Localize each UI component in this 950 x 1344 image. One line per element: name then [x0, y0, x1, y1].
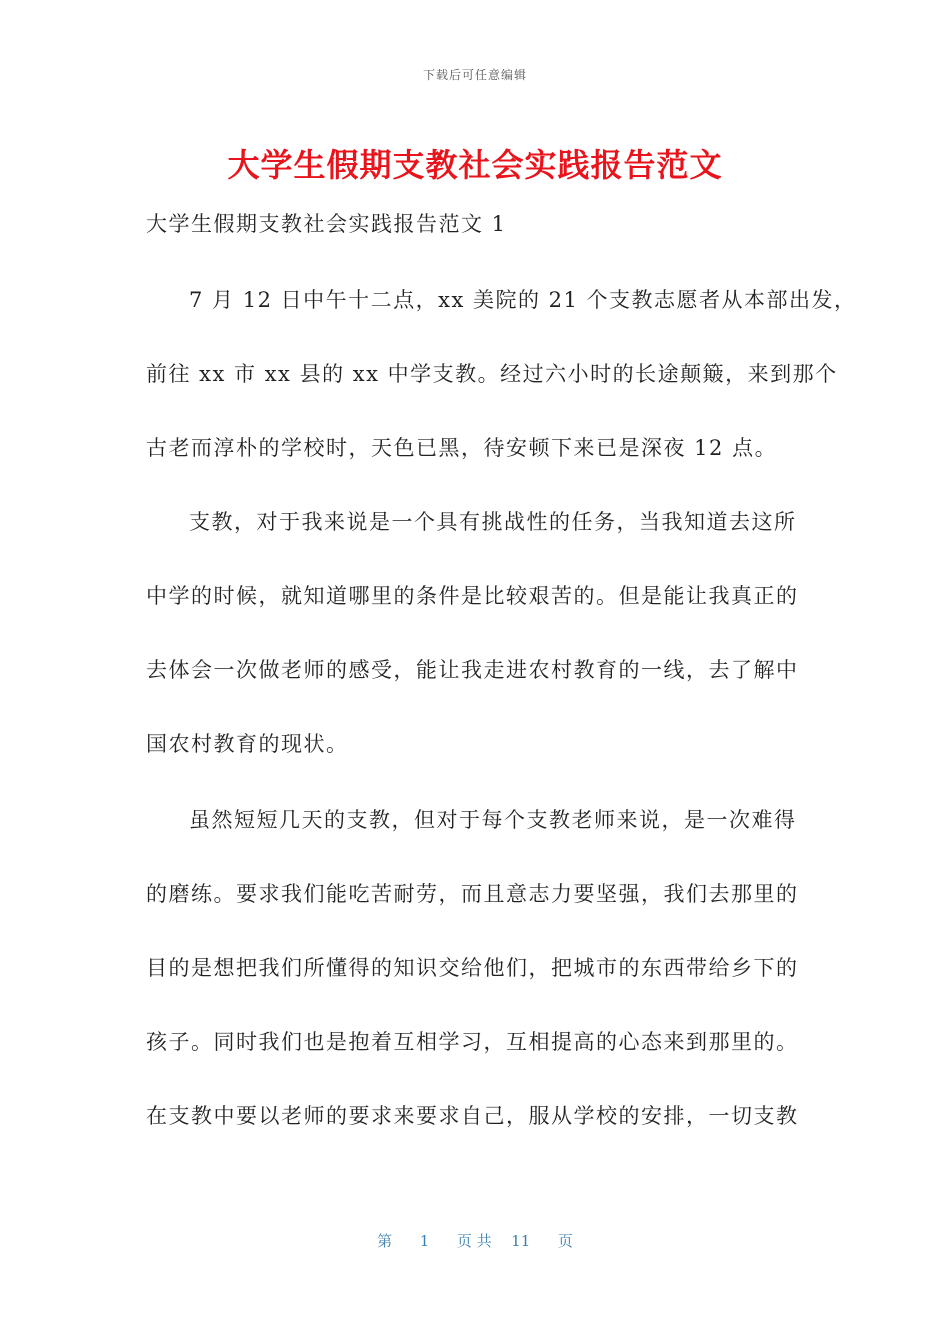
paragraph-line: 的磨练。要求我们能吃苦耐劳，而且意志力要坚强，我们去那里的 — [146, 882, 799, 906]
current-page-number: 1 — [419, 1232, 430, 1250]
paragraph-line: 在支教中要以老师的要求来要求自己，服从学校的安排，一切支教 — [146, 1104, 799, 1128]
footer-middle: 页 共 — [456, 1232, 492, 1250]
paragraph-line: 虽然短短几天的支教，但对于每个支教老师来说，是一次难得 — [189, 808, 797, 832]
paragraph-line: 7 月 12 日中午十二点，xx 美院的 21 个支教志愿者从本部出发， — [189, 288, 857, 312]
paragraph-line: 古老而淳朴的学校时，天色已黑，待安顿下来已是深夜 12 点。 — [146, 436, 778, 460]
paragraph-line: 中学的时候，就知道哪里的条件是比较艰苦的。但是能让我真正的 — [146, 584, 799, 608]
page-footer — [0, 1230, 950, 1251]
document-title: 大学生假期支教社会实践报告范文 — [227, 146, 723, 184]
paragraph-line: 目的是想把我们所懂得的知识交给他们，把城市的东西带给乡下的 — [146, 956, 799, 980]
footer-suffix: 页 — [557, 1232, 573, 1250]
paragraph-line: 国农村教育的现状。 — [146, 732, 349, 756]
paragraph-line: 支教，对于我来说是一个具有挑战性的任务，当我知道去这所 — [189, 510, 797, 534]
footer-prefix: 第 — [377, 1232, 393, 1250]
paragraph-line: 孩子。同时我们也是抱着互相学习，互相提高的心态来到那里的。 — [146, 1030, 799, 1054]
total-pages-number: 11 — [511, 1232, 531, 1250]
paragraph-line: 前往 xx 市 xx 县的 xx 中学支教。经过六小时的长途颠簸，来到那个 — [146, 362, 838, 386]
header-note: 下载后可任意编辑 — [422, 68, 527, 82]
section-subtitle: 大学生假期支教社会实践报告范文 1 — [146, 212, 507, 236]
paragraph-line: 去体会一次做老师的感受，能让我走进农村教育的一线，去了解中 — [146, 658, 799, 682]
